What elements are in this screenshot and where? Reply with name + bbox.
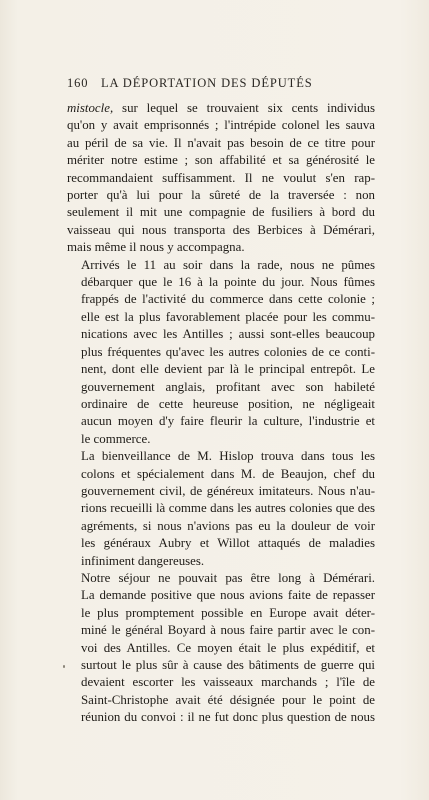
paragraph-2: [67, 257, 375, 448]
text-line: nent, dont elle devient par là le principal entrepôt. Le: [81, 362, 375, 377]
text-line: gouvernement anglais, profitant avec son habileté: [81, 379, 375, 394]
text-line: ordinaire de cette heureuse position, ne négligeait: [81, 396, 375, 411]
text-line: débarquer que le 16 à la pointe du jour. Nous fûmes: [81, 275, 375, 290]
text-line: infiniment dangereuses.: [81, 553, 205, 568]
paper-speck: [63, 665, 65, 668]
text-line: les généraux Aubry et Willot attaqués de maladies: [81, 536, 375, 551]
paragraph-1: [67, 100, 375, 257]
running-title: LA DÉPORTATION DES DÉPUTÉS: [101, 76, 313, 90]
text-line: elle est la plus favorablement placée pour les commu-: [81, 309, 375, 324]
page-header: [67, 76, 379, 92]
text-line: Notre séjour ne pouvait pas être long à Démérari.: [81, 570, 375, 585]
text-line: vaisseau qui nous transporta des Berbices à Démérari,: [67, 222, 375, 237]
text-line: frappés de l'activité du commerce dans cette colonie ;: [81, 292, 375, 307]
text-line: le plus promptement possible en Europe avait déter-: [81, 605, 375, 620]
text-line: rions recueilli là comme dans les autres colonies que des: [81, 501, 375, 516]
text-line: surtout le plus sûr à cause des bâtiments de guerre qui: [81, 658, 375, 672]
text-line: recommandaient suffisamment. Il ne voulut s'en rap-: [67, 170, 375, 185]
text-line: plus fréquentes qu'avec les autres colonies de ce conti-: [81, 344, 375, 359]
text-line: Arrivés le 11 au soir dans la rade, nous ne pûmes: [81, 257, 375, 272]
text-line: [67, 100, 375, 117]
text-line: mais même il nous y accompagna.: [67, 240, 245, 255]
text-line: réunion du convoi : il ne fut donc plus question de nous: [81, 710, 375, 725]
text-line: au péril de sa vie. Il n'avait pas besoin de ce titre pour: [67, 135, 375, 150]
line-fragment: sur lequel se trouvaient six cents individus: [113, 101, 375, 115]
text-line: agréments, si nous n'avions pas eu la douleur de voir: [81, 518, 375, 533]
text-line: mériter notre estime ; son affabilité et sa générosité le: [67, 153, 375, 168]
page-number: 160: [67, 76, 89, 90]
paragraph-4: [67, 570, 375, 727]
text-line: La bienveillance de M. Hislop trouva dans tous les: [81, 449, 375, 464]
text-line: nications avec les Antilles ; aussi sont-elles beaucoup: [81, 327, 375, 342]
text-line: La demande positive que nous avions faite de repasser: [81, 588, 375, 603]
text-line: Saint-Christophe avait été désignée pour le point de: [81, 692, 375, 707]
text-line: qu'on y avait emprisonnés ; l'intrépide colonel les sauva: [67, 118, 375, 133]
text-line: devaient escorter les vaisseaux marchands ; l'île de: [81, 675, 375, 690]
text-line: seulement il mit une compagnie de fusiliers à bord du: [67, 205, 375, 220]
text-line: porter qu'à lui pour la sûreté de la traversée : non: [67, 188, 375, 203]
paragraph-3: [67, 448, 375, 570]
text-line: colons et spécialement dans M. de Beaujon, chef du: [81, 466, 375, 481]
text-line: miné le général Boyard à nous faire partir avec le con-: [81, 623, 375, 638]
text-line: voi des Antilles. Ce moyen était le plus expéditif, et: [81, 640, 375, 655]
italic-fragment: mistocle,: [67, 101, 114, 115]
text-line: le commerce.: [81, 431, 151, 446]
text-line: gouvernement civil, de généreux imitateurs. Nous n'au-: [81, 483, 375, 498]
text-line: aucun moyen d'y faire fleurir la culture, l'industrie et: [81, 414, 375, 429]
body-text: [67, 100, 375, 727]
